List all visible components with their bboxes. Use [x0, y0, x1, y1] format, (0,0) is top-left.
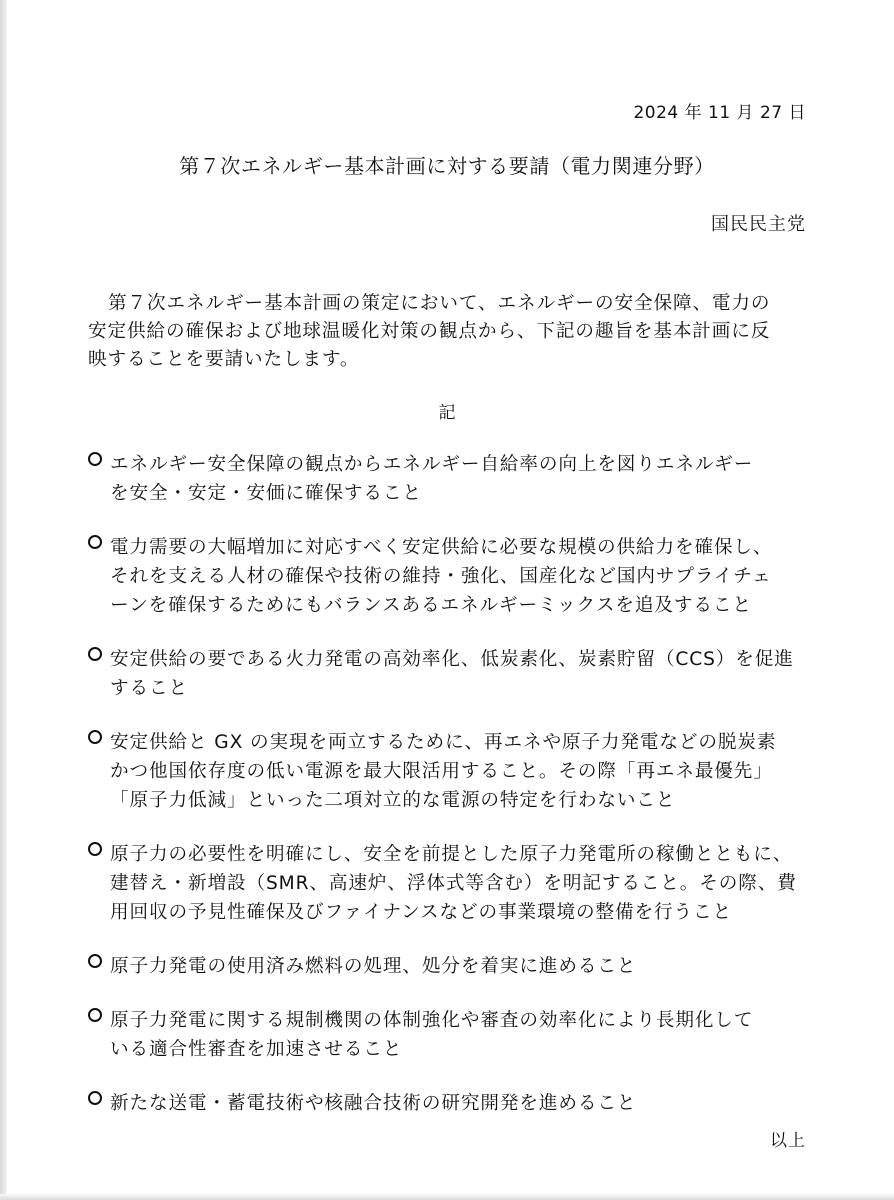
circle-bullet-icon — [88, 842, 102, 856]
request-item-line: 「原子力低減」といった二項対立的な電源の特定を行わないこと — [110, 790, 676, 811]
request-item-line: ーンを確保するためにもバランスあるエネルギーミックスを追及すること — [110, 595, 752, 616]
request-item — [88, 645, 818, 703]
request-item-line: 用回収の予見性確保及びファイナンスなどの事業環境の整備を行うこと — [110, 902, 732, 923]
request-item-line: 新たな送電・蓄電技術や核融合技術の研究開発を進めること — [110, 1093, 637, 1114]
request-item — [88, 450, 818, 508]
circle-bullet-icon — [88, 1008, 102, 1022]
request-item-line: 建替え・新増設（SMR、高速炉、浮体式等含む）を明記すること。その際、費 — [110, 873, 797, 894]
request-item — [88, 952, 818, 981]
circle-bullet-icon — [88, 1091, 102, 1105]
closing-remark: 以上 — [770, 1131, 806, 1151]
intro-line: 映することを要請いたします。 — [88, 349, 360, 370]
request-item — [88, 1089, 818, 1118]
circle-bullet-icon — [88, 730, 102, 744]
request-item-line: 安定供給と GX の実現を両立するために、再エネや原子力発電などの脱炭素 — [110, 732, 777, 753]
document-author: 国民民主党 — [711, 214, 806, 235]
request-item-line: すること — [110, 678, 188, 699]
request-item-line: 原子力の必要性を明確にし、安全を前提とした原子力発電所の稼働とともに、 — [110, 844, 793, 865]
intro-paragraph — [88, 290, 818, 374]
request-item-line: 原子力発電の使用済み燃料の処理、処分を着実に進めること — [110, 956, 637, 977]
page-edge-shadow-bottom — [0, 1194, 894, 1200]
document-title: 第７次エネルギー基本計画に対する要請（電力関連分野） — [179, 154, 715, 178]
circle-bullet-icon — [88, 535, 102, 549]
request-item-line: かつ他国依存度の低い電源を最大限活用すること。その際「再エネ最優先」 — [110, 761, 773, 782]
request-item — [88, 533, 818, 620]
request-item-line: 電力需要の大幅増加に対応すべく安定供給に必要な規模の供給力を確保し、 — [110, 537, 773, 558]
request-item-line: いる適合性審査を加速させること — [110, 1039, 403, 1060]
request-item-line: エネルギー安全保障の観点からエネルギー自給率の向上を図りエネルギー — [110, 454, 754, 475]
request-item-line: を安全・安定・安価に確保すること — [110, 483, 422, 504]
request-item-line: 安定供給の要である火力発電の高効率化、低炭素化、炭素貯留（CCS）を促進 — [110, 649, 794, 670]
request-list — [88, 450, 818, 1143]
request-item — [88, 728, 818, 815]
request-item — [88, 840, 818, 927]
request-item — [88, 1006, 818, 1064]
document-date: 2024 年 11 月 27 日 — [633, 103, 806, 123]
intro-line: 第７次エネルギー基本計画の策定において、エネルギーの安全保障、電力の — [108, 293, 771, 314]
circle-bullet-icon — [88, 647, 102, 661]
intro-line: 安定供給の確保および地球温暖化対策の観点から、下記の趣旨を基本計画に反 — [88, 321, 771, 342]
ki-heading: 記 — [438, 403, 456, 423]
request-item-line: 原子力発電に関する規制機関の体制強化や審査の効率化により長期化して — [110, 1010, 754, 1031]
request-item-line: それを支える人材の確保や技術の維持・強化、国産化など国内サプライチェ — [110, 566, 772, 587]
circle-bullet-icon — [88, 954, 102, 968]
page-edge-shadow-left — [0, 0, 7, 1200]
circle-bullet-icon — [88, 452, 102, 466]
